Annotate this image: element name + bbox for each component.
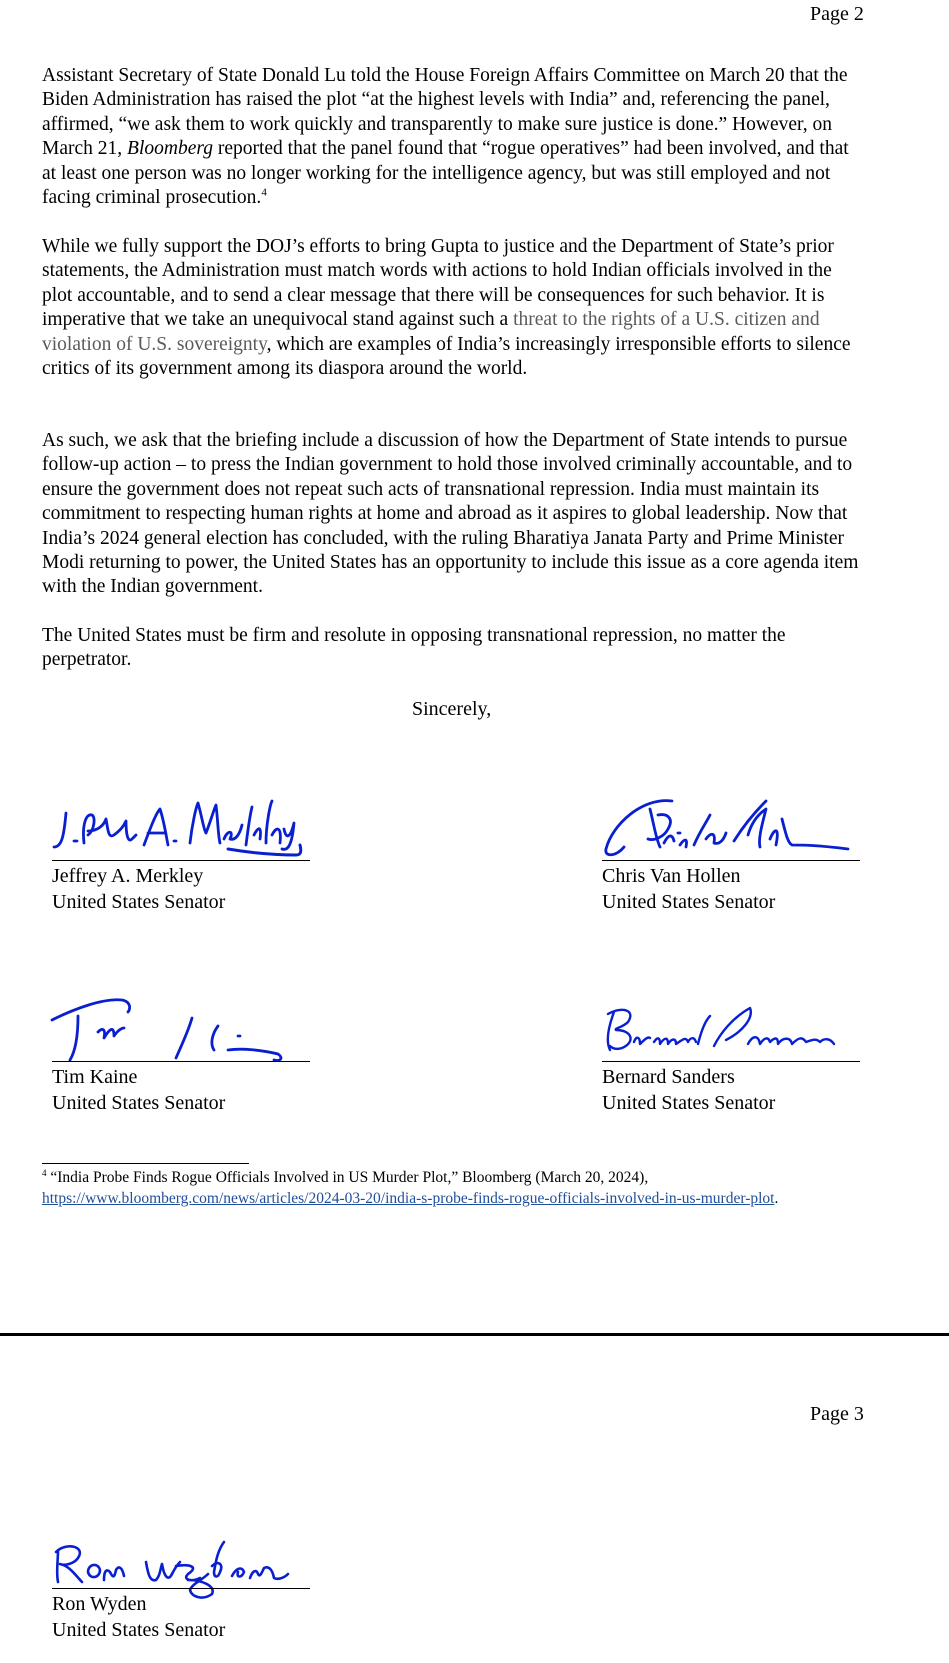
signatory-name: Tim Kaine <box>52 1066 138 1088</box>
paragraph-4: The United States must be firm and resolute in opposing transnational repression, no matter the perpetrator. <box>42 625 786 671</box>
signatory-name: Ron Wyden <box>52 1593 147 1615</box>
signatory-name: Jeffrey A. Merkley <box>52 865 204 887</box>
closing-sincerely: Sincerely, <box>412 698 492 720</box>
signatory-name: Chris Van Hollen <box>602 865 741 887</box>
paragraph-1-text-a: Assistant Secretary of State Donald Lu told the House Foreign Affairs Committee on March 20 that the Biden Administration has raised the plot “at the highest levels with India” and, referencing the panel, affirmed, “we ask them to work quickly and transparently to make sure justice is done.” However, on March 21, <box>42 65 848 160</box>
footnote-link[interactable]: https://www.bloomberg.com/news/articles/2024-03-20/india-s-probe-finds-rogue-officials-involved-in-us-murder-plot <box>42 1189 775 1207</box>
signature-block-sanders <box>602 998 862 1118</box>
signature-block-kaine <box>52 998 312 1118</box>
signatory-title: United States Senator <box>52 1092 226 1114</box>
signature-line <box>52 1061 310 1062</box>
footnote-trailing: . <box>774 1189 779 1207</box>
page-number: Page 3 <box>810 1403 864 1425</box>
paragraph-1-text-b: reported that the panel found that “rogue operatives” had been involved, and that at least one person was no longer working for the intelligence agency, but was still employed and not facing criminal prosecution. <box>42 138 849 209</box>
signature-sanders <box>602 998 862 1068</box>
signature-line <box>52 1588 310 1589</box>
paragraph-3: As such, we ask that the briefing include a discussion of how the Department of State intends to pursue follow-up action – to press the Indian government to hold those involved criminally accountable, and to ensure the government does not repeat such acts of transnational repression. India must maintain its commitment to respecting human rights at home and abroad as it aspires to global leadership. Now that India’s 2024 general election has concluded, with the ruling Bharatiya Janata Party and Prime Minister Modi returning to power, the United States has an opportunity to include this issue as a core agenda item with the Indian government. <box>42 430 859 598</box>
paragraph-2-text-b: , which are examples of India’s increasingly irresponsible efforts to silence critics of its government among its diaspora around the world. <box>42 333 851 380</box>
paragraph-2-text-a: While we fully support the DOJ’s efforts to bring Gupta to justice and the Department of State’s prior statements, the Administration must match words with actions to hold Indian officials involved in the plot accountable, and to send a clear message that there will be consequences for such behavior. It is imperative that we take an unequivocal stand against such a <box>42 236 834 331</box>
signatory-title: United States Senator <box>602 1092 776 1114</box>
signature-merkley <box>52 795 312 875</box>
signature-block-van-hollen <box>602 795 862 915</box>
paragraph-1 <box>42 64 867 210</box>
footnote-text: “India Probe Finds Rogue Officials Involved in US Murder Plot,” Bloomberg (March 20, 2024), <box>46 1169 649 1186</box>
signature-van-hollen <box>602 795 862 875</box>
signatory-title: United States Senator <box>52 891 226 913</box>
signature-line <box>52 860 310 861</box>
footnote-reference[interactable]: 4 <box>261 186 267 199</box>
signature-line <box>602 1061 860 1062</box>
footnote-number: 4 <box>42 1167 47 1178</box>
signature-line <box>602 860 860 861</box>
signature-kaine <box>52 998 312 1068</box>
bloomberg-italic: Bloomberg <box>127 138 213 160</box>
signature-block-merkley <box>52 795 312 915</box>
signatory-title: United States Senator <box>602 891 776 913</box>
paragraph-2 <box>42 235 867 381</box>
signatory-name: Bernard Sanders <box>602 1066 735 1088</box>
page-break-divider <box>0 1333 949 1336</box>
footnote-separator <box>42 1163 249 1164</box>
signatory-title: United States Senator <box>52 1619 226 1641</box>
page-number: Page 2 <box>810 3 864 25</box>
paragraph-2-highlight: threat to the rights of a U.S. citizen and violation of U.S. sovereignty <box>42 309 820 355</box>
footnote-4 <box>42 1168 867 1209</box>
signature-block-wyden <box>52 1520 312 1650</box>
